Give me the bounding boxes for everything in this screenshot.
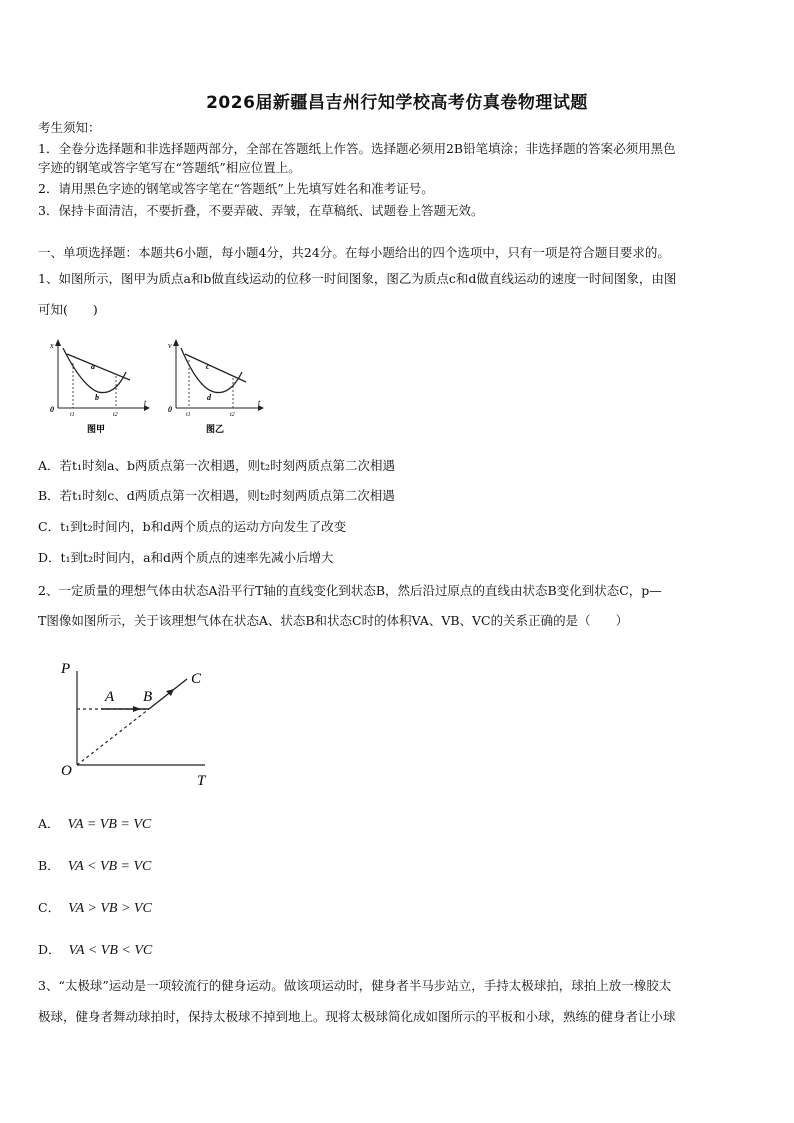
arrow-ab-icon: [133, 706, 141, 712]
notice-item-1: 1．全卷分选择题和非选择题两部分，全部在答题纸上作答。选择题必须用2B铅笔填涂；非选择题的答案必须用黑色: [38, 141, 676, 156]
q1-option-d: D．t₁到t₂时间内，a和d两个质点的速率先减小后增大: [38, 550, 334, 565]
t2-label: t2: [113, 412, 118, 418]
arrow-up-icon: [173, 339, 179, 346]
q1-option-c: C．t₁到t₂时间内，b和d两个质点的运动方向发生了改变: [38, 519, 347, 534]
arrow-up-icon: [55, 339, 61, 346]
point-c-label: C: [191, 671, 202, 687]
t1-label: t1: [70, 412, 75, 418]
q2-stem-line2: T图像如图所示，关于该理想气体在状态A、状态B和状态C时的体积VA、VB、VC的关系正确的是（ ）: [38, 613, 629, 628]
caption-left: 图甲: [87, 424, 106, 434]
caption-right: 图乙: [206, 424, 225, 434]
origin-label: O: [61, 763, 72, 779]
label-a: a: [91, 362, 95, 371]
q3-stem-line2: 极球，健身者舞动球拍时，保持太极球不掉到地上。现将太极球简化成如图所示的平板和小球，熟练的健身者让小球: [38, 1009, 676, 1024]
notice-heading: 考生须知：: [38, 120, 101, 135]
notice-item-1-cont: 字迹的钢笔或答字笔写在“答题纸”相应位置上。: [38, 160, 301, 175]
page-title: 2026届新疆昌吉州行知学校高考仿真卷物理试题: [206, 93, 588, 113]
t2-label: t2: [230, 412, 235, 418]
line-a: [67, 354, 130, 380]
t1-label: t1: [186, 412, 191, 418]
q1-stem-line2: 可知( ): [38, 302, 98, 317]
q2-stem-line1: 2、一定质量的理想气体由状态A沿平行T轴的直线变化到状态B，然后沿过原点的直线由状态B变化到状态C，p—: [38, 583, 662, 598]
q2-option-a: A． VA = VB = VC: [38, 816, 152, 832]
q1-option-b: B．若t₁时刻c、d两质点第一次相遇，则t₂时刻两质点第二次相遇: [38, 488, 395, 503]
line-bc: [149, 679, 187, 709]
q1-option-a: A．若t₁时刻a、b两质点第一次相遇，则t₂时刻两质点第二次相遇: [38, 458, 396, 473]
q1-figure-left: [40, 336, 152, 438]
dashed-origin-line: [77, 709, 149, 765]
label-d: d: [207, 393, 211, 402]
section-heading: 一、单项选择题：本题共6小题，每小题4分，共24分。在每小题给出的四个选项中，只有一项是符合题目要求的。: [38, 245, 670, 260]
label-b: b: [95, 393, 99, 402]
p-axis-label: P: [61, 661, 71, 677]
curve-d: [181, 348, 242, 393]
q3-stem-line1: 3、“太极球”运动是一项较流行的健身运动。做该项运动时，健身者半马步站立，手持太极球拍，球拍上放一橡胶太: [38, 978, 672, 993]
point-b-label: B: [143, 689, 153, 705]
notice-item-3: 3．保持卡面清洁，不要折叠，不要弄破、弄皱，在草稿纸、试题卷上答题无效。: [38, 203, 484, 218]
q2-option-c: C． VA > VB > VC: [38, 900, 152, 916]
origin-label: 0: [50, 405, 54, 414]
y-axis-label: x: [50, 341, 54, 350]
q2-option-d: D． VA < VB < VC: [38, 942, 153, 958]
label-c: c: [206, 362, 210, 371]
q2-pt-figure: [55, 655, 225, 795]
t-axis-label: T: [197, 773, 206, 789]
notice-item-2: 2．请用黑色字迹的钢笔或答字笔在“答题纸”上先填写姓名和准考证号。: [38, 181, 434, 196]
t-axis-label: t: [258, 398, 261, 407]
origin-label: 0: [168, 405, 172, 414]
line-c: [185, 354, 246, 382]
t-axis-label: t: [144, 398, 147, 407]
point-a-label: A: [105, 689, 115, 705]
q1-stem-line1: 1、如图所示，图甲为质点a和b做直线运动的位移一时间图象，图乙为质点c和d做直线运动的速度一时间图象，由图: [38, 271, 677, 286]
q2-option-b: B． VA < VB = VC: [38, 858, 152, 874]
y-axis-label: v: [168, 341, 172, 350]
q1-figure-right: [158, 336, 270, 438]
